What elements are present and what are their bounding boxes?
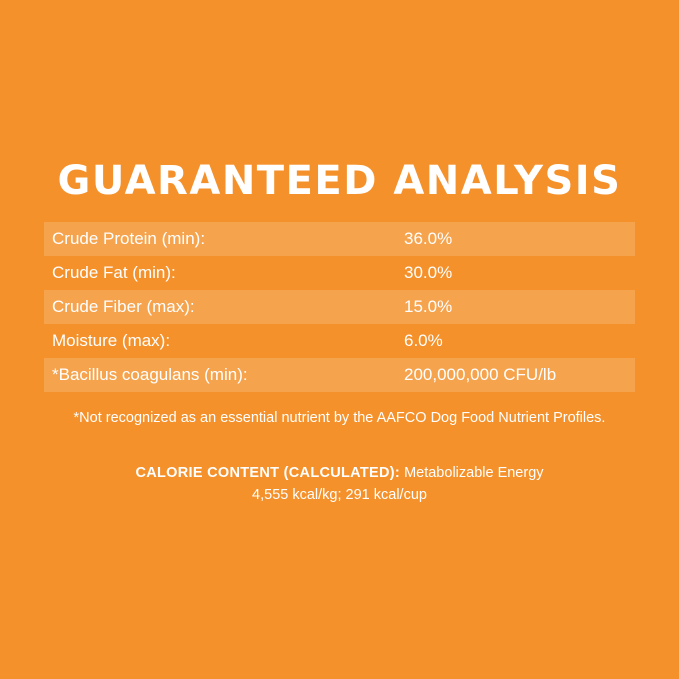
nutrient-label: *Bacillus coagulans (min):: [52, 365, 248, 384]
nutrient-value: 6.0%: [404, 331, 443, 350]
table-row: [44, 222, 635, 256]
table-row: [44, 358, 635, 392]
table-row: [44, 324, 635, 358]
footnote: *Not recognized as an essential nutrient by the AAFCO Dog Food Nutrient Profiles.: [73, 410, 606, 426]
table-row: [44, 256, 635, 290]
nutrient-label: Moisture (max):: [52, 331, 171, 350]
page-title: GUARANTEED ANALYSIS: [57, 158, 622, 204]
nutrient-value: 200,000,000 CFU/lb: [404, 365, 557, 384]
nutrient-label: Crude Fiber (max):: [52, 297, 195, 316]
nutrient-label: Crude Fat (min):: [52, 263, 176, 282]
calorie-content-block: [0, 462, 679, 507]
nutrient-label: Crude Protein (min):: [52, 229, 206, 248]
calorie-heading: CALORIE CONTENT (CALCULATED):: [135, 465, 401, 481]
nutrition-table: [44, 222, 635, 392]
calorie-heading-suffix: Metabolizable Energy: [400, 465, 544, 481]
nutrient-value: 15.0%: [404, 297, 453, 316]
calorie-detail: 4,555 kcal/kg; 291 kcal/cup: [252, 487, 427, 504]
nutrient-value: 30.0%: [404, 263, 453, 282]
calorie-heading-line: [0, 462, 679, 484]
table-row: [44, 290, 635, 324]
nutrient-value: 36.0%: [404, 229, 453, 248]
